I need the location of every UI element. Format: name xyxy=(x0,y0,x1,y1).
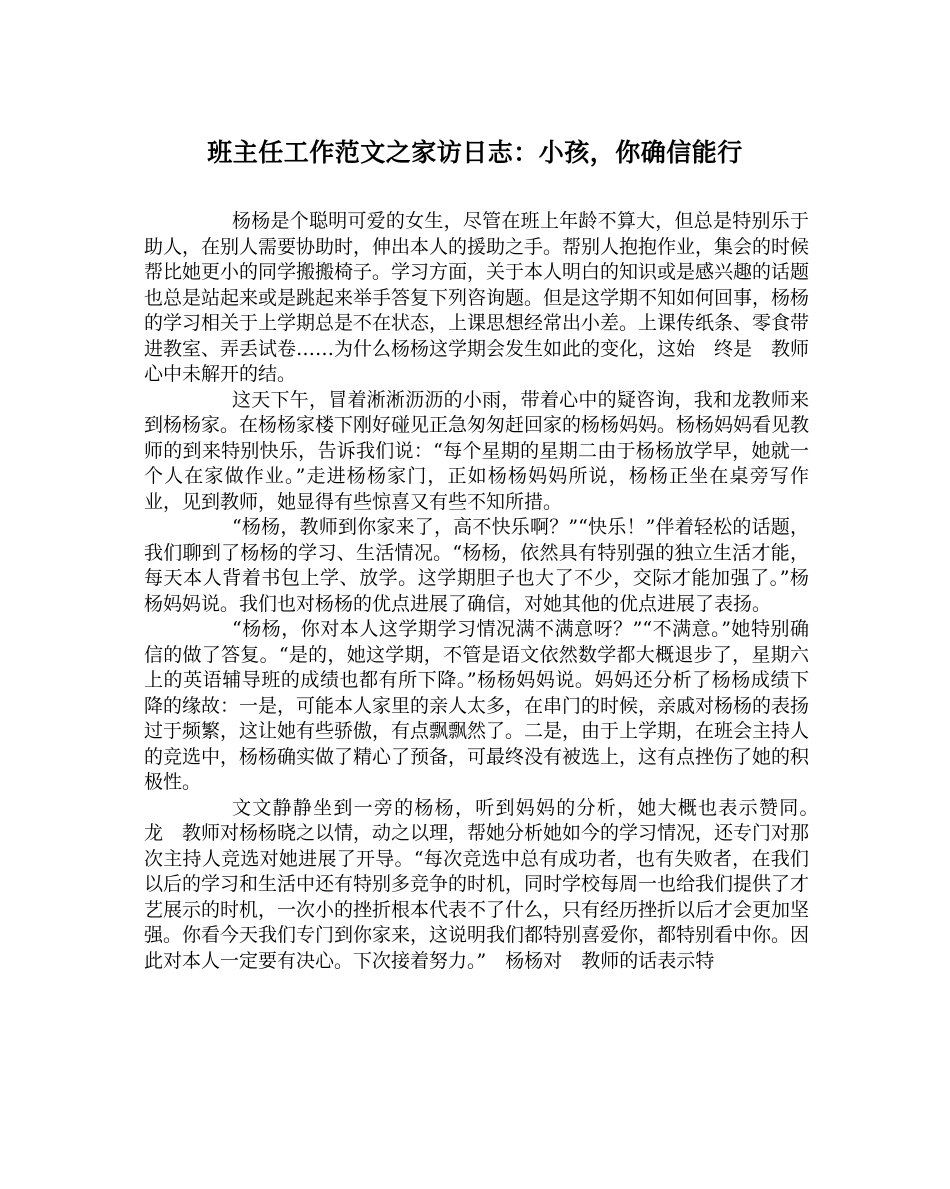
paragraph: 文文静静坐到一旁的杨杨，听到妈妈的分析，她大概也表示赞同。 龙 教师对杨杨晓之以情，动之以理，帮她分析她如今的学习情况，还专门对那次主持人竞选对她进展了开导。“每次竞选中总有成功者，也有失败者，在我们以后的学习和生活中还有特别多竞争的时机，同时学校每周一也给我们提供了才艺展示的时机，一次小的挫折根本代表不了什么，只有经历挫折以后才会更加坚强。你看今天我们专门到你家来，这说明我们都特别喜爱你，都特别看中你。因此对本人一定要有决心。下次接着努力。” 杨杨对 教师的话表示特 xyxy=(144,796,829,972)
paragraph: “杨杨，教师到你家来了，高不快乐啊？”“快乐！”伴着轻松的话题，我们聊到了杨杨的学习、生活情况。“杨杨，依然具有特别强的独立生活才能，每天本人背着书包上学、放学。这学期胆子也大了不少，交际才能加强了。”杨杨妈妈说。我们也对杨杨的优点进展了确信，对她其他的优点进展了表扬。 xyxy=(144,516,809,615)
paragraph: “杨杨，你对本人这学期学习情况满不满意呀？”“不满意。”她特别确信的做了答复。“是的，她这学期，不管是语文依然数学都大概退步了，星期六上的英语辅导班的成绩也都有所下降。”杨杨妈妈说。妈妈还分析了杨杨成绩下降的缘故：一是，可能本人家里的亲人太多，在串门的时候，亲戚对杨杨的表扬过于频繁，这让她有些骄傲，有点飘飘然了。二是，由于上学期，在班会主持人的竞选中，杨杨确实做了精心了预备，可最终没有被选上，这有点挫伤了她的积极性。 xyxy=(144,618,810,793)
document-body xyxy=(144,209,829,974)
document-title: 班主任工作范文之家访日志：小孩，你确信能行 xyxy=(207,138,743,167)
paragraph: 杨杨是个聪明可爱的女生，尽管在班上年龄不算大，但总是特别乐于助人，在别人需要协助时，伸出本人的援助之手。帮别人抱抱作业，集会的时候帮比她更小的同学搬搬椅子。学习方面，关于本人明白的知识或是感兴趣的话题也总是站起来或是跳起来举手答复下列咨询题。但是这学期不知如何回事，杨杨的学习相关于上学期总是不在状态，上课思想经常出小差。上课传纸条、零食带进教室、弄丢试卷……为什么杨杨这学期会发生如此的变化，这始 终是 教师心中未解开的结。 xyxy=(144,210,810,385)
paragraph: 这天下午，冒着淅淅沥沥的小雨，带着心中的疑咨询，我和龙教师来到杨杨家。在杨杨家楼下刚好碰见正急匆匆赶回家的杨杨妈妈。杨杨妈妈看见教师的到来特别快乐，告诉我们说：“每个星期的星期二由于杨杨放学早，她就一个人在家做作业。”走进杨杨家门，正如杨杨妈妈所说，杨杨正坐在桌旁写作业，见到教师，她显得有些惊喜又有些不知所措。 xyxy=(144,388,810,513)
